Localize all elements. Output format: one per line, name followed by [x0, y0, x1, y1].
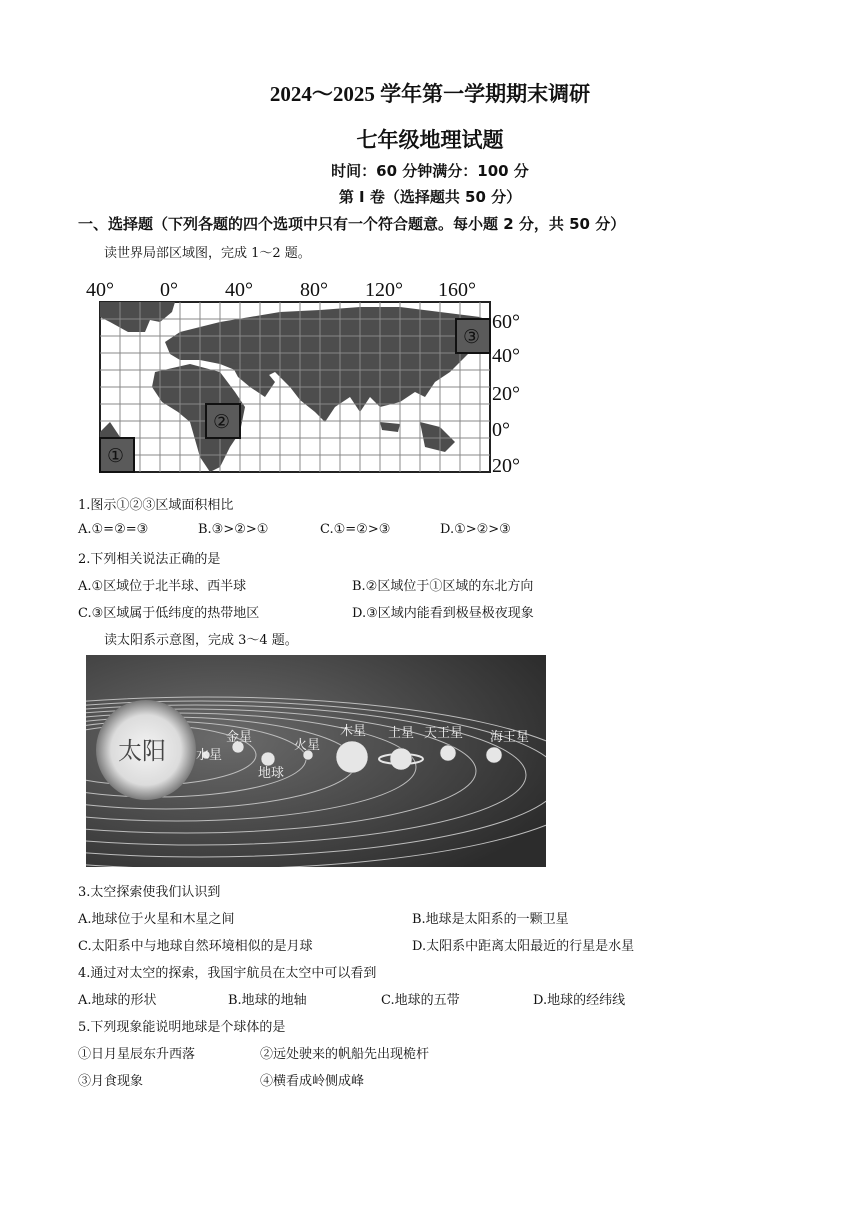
intro-solar: 读太阳系示意图，完成 3～4 题。: [104, 633, 298, 648]
uranus: [440, 745, 456, 761]
neptune: [486, 747, 502, 763]
section-heading: 一、选择题（下列各题的四个选项中只有一个符合题意。每小题 2 分，共 50 分）: [78, 215, 626, 233]
q3-option-d[interactable]: D.太阳系中距离太阳最近的行星是水星: [412, 939, 635, 954]
planet-label-neptune: 海王星: [490, 730, 530, 745]
q2-option-b[interactable]: B.②区域位于①区域的东北方向: [352, 579, 534, 594]
region-3-label: ③: [463, 326, 481, 348]
lon-label: 80°: [300, 279, 328, 301]
intro-map: 读世界局部区域图，完成 1～2 题。: [104, 246, 311, 261]
world-map-svg: [80, 272, 540, 482]
planet-label-venus: 金星: [226, 730, 253, 745]
q5-item-2: ②远处驶来的帆船先出现桅杆: [260, 1047, 430, 1062]
q1-option-a[interactable]: A.①=②=③: [78, 522, 149, 537]
planet-label-jupiter: 木星: [340, 724, 367, 739]
exam-subtitle: 七年级地理试题: [356, 128, 504, 152]
q3-option-c[interactable]: C.太阳系中与地球自然环境相似的是月球: [78, 939, 313, 954]
jupiter: [336, 741, 368, 773]
earth: [261, 752, 275, 766]
lat-label: 40°: [492, 345, 520, 367]
region-1-label: ①: [107, 445, 125, 467]
sun-label: 太阳: [118, 737, 166, 765]
lon-label: 160°: [438, 279, 476, 301]
q4-option-d[interactable]: D.地球的经纬线: [533, 993, 626, 1008]
question-2: 2.下列相关说法正确的是: [78, 552, 221, 567]
q1-option-d[interactable]: D.①>②>③: [440, 522, 511, 537]
question-3: 3.太空探索使我们认识到: [78, 885, 221, 900]
q2-option-a[interactable]: A.①区域位于北半球、西半球: [78, 579, 247, 594]
lat-label: 20°: [492, 455, 520, 477]
q4-option-a[interactable]: A.地球的形状: [78, 993, 157, 1008]
q5-item-4: ④横看成岭侧成峰: [260, 1074, 365, 1089]
lat-label: 60°: [492, 311, 520, 333]
q1-option-c[interactable]: C.①=②>③: [320, 522, 391, 537]
lon-label: 120°: [365, 279, 403, 301]
q3-option-a[interactable]: A.地球位于火星和木星之间: [78, 912, 235, 927]
planet-label-uranus: 天王星: [424, 726, 464, 741]
lat-label: 20°: [492, 383, 520, 405]
world-map-figure: [80, 272, 540, 482]
planet-label-mars: 火星: [294, 738, 321, 753]
q5-item-3: ③月食现象: [78, 1074, 144, 1089]
q4-option-b[interactable]: B.地球的地轴: [228, 993, 307, 1008]
region-2-label: ②: [213, 411, 231, 433]
lon-label: 0°: [160, 279, 178, 301]
lon-label: 40°: [86, 279, 114, 301]
q2-option-c[interactable]: C.③区域属于低纬度的热带地区: [78, 606, 260, 621]
q3-option-b[interactable]: B.地球是太阳系的一颗卫星: [412, 912, 569, 927]
exam-title: 2024～2025 学年第一学期期末调研: [269, 82, 591, 106]
solar-system-svg: [86, 655, 546, 867]
saturn: [390, 748, 412, 770]
lon-label: 40°: [225, 279, 253, 301]
lat-label: 0°: [492, 419, 510, 441]
volume-heading: 第 I 卷（选择题共 50 分）: [338, 188, 522, 206]
q4-option-c[interactable]: C.地球的五带: [381, 993, 460, 1008]
solar-system-figure: [86, 655, 546, 867]
question-4: 4.通过对太空的探索，我国宇航员在太空中可以看到: [78, 966, 377, 981]
time-info: 时间：60 分钟满分：100 分: [331, 162, 529, 180]
planet-label-earth: 地球: [258, 766, 285, 781]
question-5: 5.下列现象能说明地球是个球体的是: [78, 1020, 286, 1035]
question-1: 1.图示①②③区域面积相比: [78, 498, 234, 513]
planet-label-mercury: 水星: [196, 748, 223, 763]
q1-option-b[interactable]: B.③>②>①: [198, 522, 269, 537]
q5-item-1: ①日月星辰东升西落: [78, 1047, 196, 1062]
planet-label-saturn: 土星: [388, 726, 415, 741]
q2-option-d[interactable]: D.③区域内能看到极昼极夜现象: [352, 606, 534, 621]
